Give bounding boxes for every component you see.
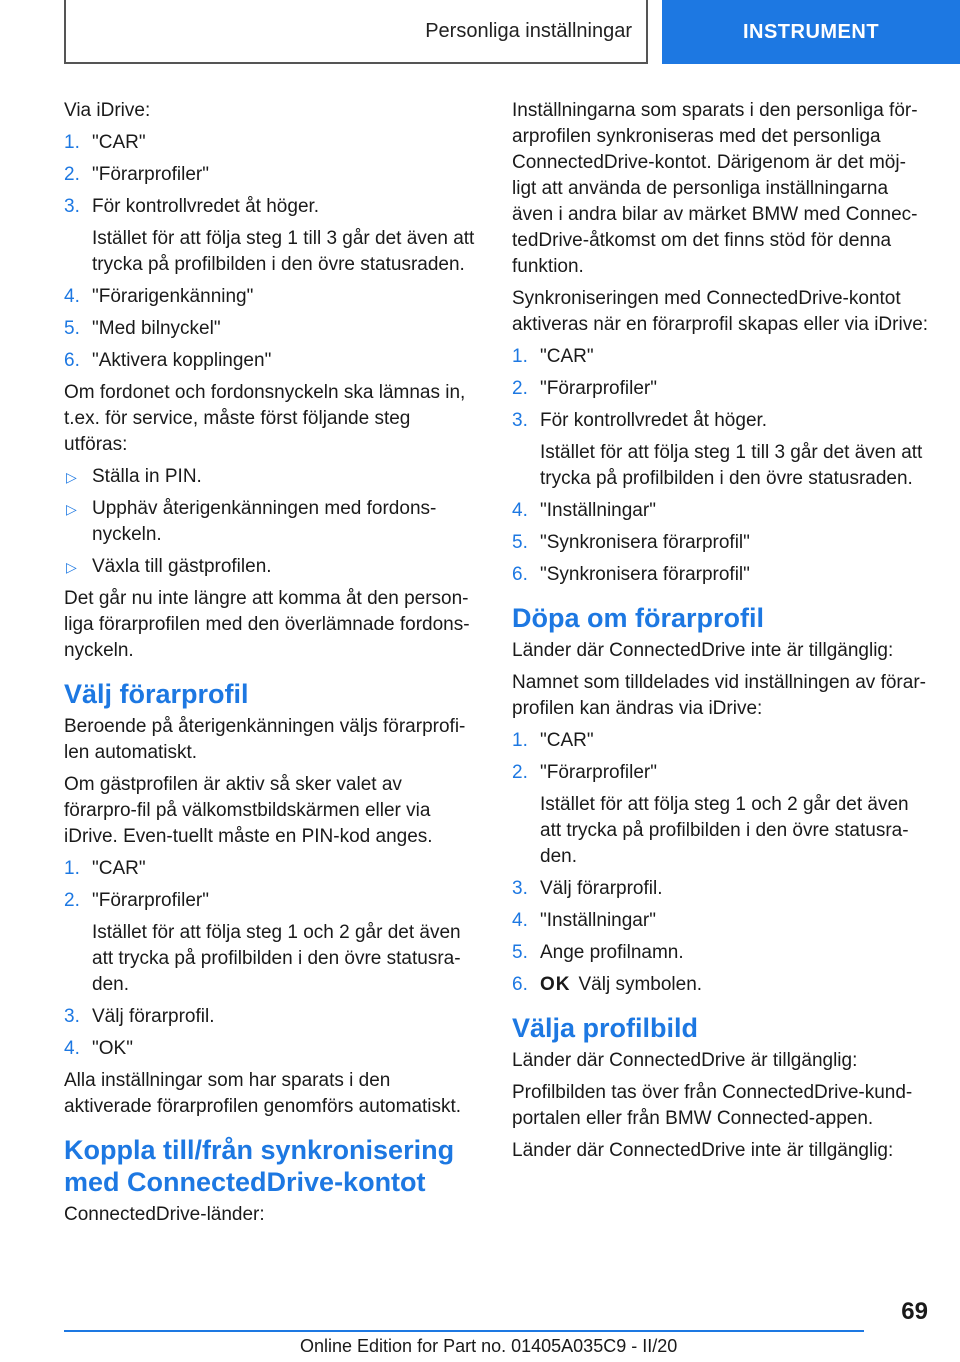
bullet-text: Växla till gästprofilen. xyxy=(92,556,272,577)
right-column xyxy=(512,98,930,1170)
list-item xyxy=(64,162,478,188)
list-item xyxy=(512,562,930,588)
paragraph: Om gästprofilen är aktiv så sker valet av förarpro‐fil på välkomstbildskärmen eller via iDrive. Even‐tuellt måste en PIN-kod anges. xyxy=(64,774,433,847)
list-item xyxy=(512,908,930,934)
list-item xyxy=(512,498,930,524)
paragraph: Alla inställningar som har sparats i den aktiverade förarprofilen genomförs automatiskt. xyxy=(64,1070,462,1117)
paragraph: ConnectedDrive-länder: xyxy=(64,1204,265,1225)
page-number: 69 xyxy=(901,1298,928,1325)
list-item xyxy=(64,284,478,310)
step-number: 6. xyxy=(512,974,528,995)
step-number: 4. xyxy=(64,1038,80,1059)
paragraph: Via iDrive: xyxy=(64,100,151,121)
paragraph: Profilbilden tas över från ConnectedDrive-kund‐portalen eller från BMW Connected-appen. xyxy=(512,1082,913,1129)
step-number: 6. xyxy=(512,564,528,585)
list-item xyxy=(64,856,478,882)
list-item xyxy=(64,1036,478,1062)
step-number: 2. xyxy=(512,762,528,783)
paragraph: Länder där ConnectedDrive är tillgänglig: xyxy=(512,1050,858,1071)
list-item xyxy=(64,348,478,374)
step-number: 1. xyxy=(512,346,528,367)
section-heading: Koppla till/från synkronisering med ConnectedDrive-kontot xyxy=(64,1135,455,1197)
triangle-bullet-icon: ▷ xyxy=(66,469,77,485)
paragraph: Länder där ConnectedDrive inte är tillgänglig: xyxy=(512,640,894,661)
numbered-list xyxy=(512,728,930,998)
paragraph: Beroende på återigenkänningen väljs förarprofi‐len automatiskt. xyxy=(64,716,466,763)
bullet-list xyxy=(64,464,478,580)
list-item xyxy=(512,728,930,754)
step-number: 1. xyxy=(64,858,80,879)
step-text: Ange profilnamn. xyxy=(540,942,684,963)
step-number: 5. xyxy=(512,942,528,963)
step-text: "CAR" xyxy=(540,346,594,367)
page-header xyxy=(64,0,960,64)
step-number: 2. xyxy=(64,164,80,185)
bullet-item xyxy=(64,496,478,548)
step-note: Istället för att följa steg 1 och 2 går det även att trycka på profilbilden i den övre statusra‐den. xyxy=(540,794,909,867)
step-note: Istället för att följa steg 1 till 3 går det även att trycka på profilbilden i den övre statusraden. xyxy=(540,442,923,489)
step-number: 3. xyxy=(512,410,528,431)
step-text: "CAR" xyxy=(540,730,594,751)
step-text: "Med bilnyckel" xyxy=(92,318,221,339)
section-heading: Välja profilbild xyxy=(512,1013,699,1043)
step-text: "Synkronisera förarprofil" xyxy=(540,564,750,585)
step-text: "Förarprofiler" xyxy=(540,762,657,783)
list-item xyxy=(512,876,930,902)
step-number: 1. xyxy=(64,132,80,153)
step-text: "Förarprofiler" xyxy=(540,378,657,399)
list-item xyxy=(64,1004,478,1030)
step-text: "Synkronisera förarprofil" xyxy=(540,532,750,553)
paragraph: Det går nu inte längre att komma åt den person‐liga förarprofilen med den överlämnade fordons‐nyckeln. xyxy=(64,588,470,661)
footer-edition: Online Edition for Part no. 01405A035C9 - II/20 xyxy=(300,1336,678,1356)
left-column xyxy=(64,98,478,1234)
step-note: Istället för att följa steg 1 till 3 går det även att trycka på profilbilden i den övre statusraden. xyxy=(92,228,475,275)
list-item xyxy=(512,760,930,870)
list-item xyxy=(64,194,478,278)
step-text: "Förarprofiler" xyxy=(92,890,209,911)
step-number: 5. xyxy=(512,532,528,553)
section-heading: Döpa om förarprofil xyxy=(512,603,765,633)
triangle-bullet-icon: ▷ xyxy=(66,501,77,517)
paragraph: Namnet som tilldelades vid inställningen av förar‐profilen kan ändras via iDrive: xyxy=(512,672,926,719)
step-number: 4. xyxy=(64,286,80,307)
numbered-list xyxy=(64,130,478,374)
step-number: 5. xyxy=(64,318,80,339)
step-text: "CAR" xyxy=(92,132,146,153)
footer-divider xyxy=(64,1330,864,1332)
step-text: Välj förarprofil. xyxy=(540,878,663,899)
step-text: Välj förarprofil. xyxy=(92,1006,215,1027)
step-number: 2. xyxy=(64,890,80,911)
list-item xyxy=(512,344,930,370)
paragraph: Om fordonet och fordonsnyckeln ska lämnas in, t.ex. för service, måste först följande steg utföras: xyxy=(64,382,466,455)
step-text: "OK" xyxy=(92,1038,133,1059)
paragraph: Synkroniseringen med ConnectedDrive-kontot aktiveras när en förarprofil skapas eller via iDrive: xyxy=(512,288,929,335)
step-number: 4. xyxy=(512,500,528,521)
step-number: 6. xyxy=(64,350,80,371)
step-number: 2. xyxy=(512,378,528,399)
numbered-list xyxy=(64,856,478,1062)
step-text: Välj symbolen. xyxy=(578,974,703,995)
step-number: 3. xyxy=(64,1006,80,1027)
section-title: Personliga inställningar xyxy=(64,0,648,64)
triangle-bullet-icon: ▷ xyxy=(66,559,77,575)
list-item xyxy=(64,316,478,342)
bullet-item xyxy=(64,554,478,580)
step-text: "Förarigenkänning" xyxy=(92,286,254,307)
step-number: 1. xyxy=(512,730,528,751)
bullet-item xyxy=(64,464,478,490)
step-text: För kontrollvredet åt höger. xyxy=(540,410,768,431)
step-number: 3. xyxy=(512,878,528,899)
step-text: "Inställningar" xyxy=(540,500,656,521)
bullet-text: Upphäv återigenkänningen med fordons‐nyckeln. xyxy=(92,498,437,545)
step-text: "CAR" xyxy=(92,858,146,879)
list-item xyxy=(512,530,930,556)
section-heading: Välj förarprofil xyxy=(64,679,249,709)
paragraph: Inställningarna som sparats i den personliga för‐arprofilen synkroniseras med det personliga ConnectedDrive-kontot. Därigenom är det möj‐ligt att använda de personliga inställningarna även i andra bilar av märket BMW med Connec‐tedDrive-åtkomst om det finns stöd för denna funktion. xyxy=(512,100,918,277)
step-text: "Inställningar" xyxy=(540,910,656,931)
ok-icon: OK xyxy=(540,974,571,995)
step-note: Istället för att följa steg 1 och 2 går det även att trycka på profilbilden i den övre statusra‐den. xyxy=(92,922,461,995)
step-text: "Förarprofiler" xyxy=(92,164,209,185)
step-text: "Aktivera kopplingen" xyxy=(92,350,272,371)
paragraph: Länder där ConnectedDrive inte är tillgänglig: xyxy=(512,1140,894,1161)
list-item xyxy=(64,130,478,156)
step-number: 3. xyxy=(64,196,80,217)
list-item xyxy=(512,972,930,998)
list-item xyxy=(512,940,930,966)
list-item xyxy=(512,408,930,492)
chapter-tab: INSTRUMENT xyxy=(662,0,960,64)
bullet-text: Ställa in PIN. xyxy=(92,466,202,487)
step-number: 4. xyxy=(512,910,528,931)
list-item xyxy=(64,888,478,998)
numbered-list xyxy=(512,344,930,588)
list-item xyxy=(512,376,930,402)
step-text: För kontrollvredet åt höger. xyxy=(92,196,320,217)
